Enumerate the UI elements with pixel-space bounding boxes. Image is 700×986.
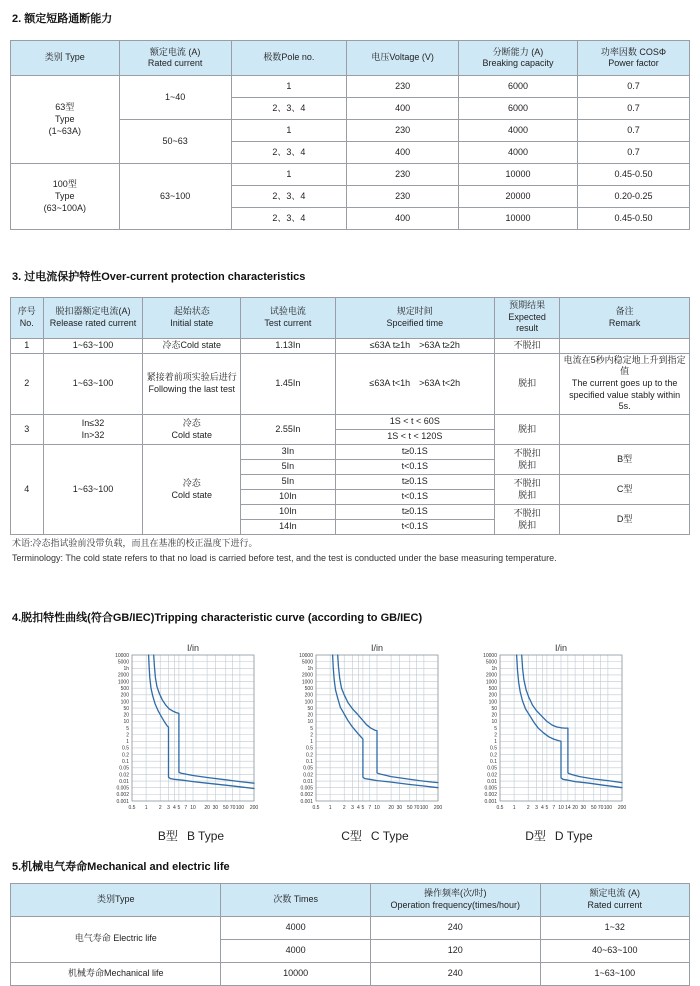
table-row — [11, 338, 690, 353]
overcurrent-protection-table — [10, 297, 690, 535]
y-tick-label: 0.1 — [122, 759, 129, 766]
header-cell: 分断能力 (A) Breaking capacity — [459, 41, 578, 76]
table-cell: C型 — [560, 475, 690, 505]
table-cell: 5In — [241, 460, 335, 475]
table-cell: 1 — [231, 76, 346, 98]
table-cell: 紧接着前项实验后进行 Following the last test — [143, 353, 241, 414]
y-tick-label: 0.05 — [119, 766, 129, 773]
y-tick-label: 0.01 — [303, 779, 313, 786]
table-cell: 0.20-0.25 — [577, 186, 689, 208]
table-cell: 0.45-0.50 — [577, 208, 689, 230]
x-tick-label: 10 — [190, 805, 196, 812]
y-tick-label: 2000 — [485, 673, 497, 680]
table-cell: 1S < t < 120S — [335, 430, 495, 445]
y-tick-label: 10000 — [483, 653, 497, 660]
y-tick-label: 0.005 — [484, 785, 497, 792]
y-tick-label: 0.02 — [487, 772, 497, 779]
table-cell: 400 — [347, 142, 459, 164]
x-tick-label: 30 — [396, 805, 403, 812]
table-cell: 10000 — [459, 208, 578, 230]
table-cell: 63~100 — [119, 164, 231, 230]
table-cell: 4000 — [459, 142, 578, 164]
table-cell: 4000 — [221, 916, 370, 939]
table-cell: t<0.1S — [335, 460, 495, 475]
header-cell: 脱扣器额定电流(A) Release rated current — [43, 297, 143, 338]
table-row — [11, 76, 690, 98]
x-tick-label: 30 — [212, 805, 219, 812]
header-cell: 额定电流 (A) Rated current — [119, 41, 231, 76]
y-tick-label: 100 — [304, 699, 313, 706]
table-cell: 电流在5秒内稳定地上升到指定值 The current goes up to the specified value stably within 5s. — [560, 353, 690, 414]
header-cell: 功率因数 COSΦ Power factor — [577, 41, 689, 76]
y-tick-label: 1h — [123, 666, 129, 673]
trip-curve-chart-b-type — [94, 643, 262, 844]
table-cell: 4000 — [221, 939, 370, 962]
x-tick-label: 7 — [552, 805, 556, 812]
y-tick-label: 20 — [123, 712, 129, 719]
y-tick-label: 0.01 — [119, 779, 129, 786]
y-tick-label: 2 — [494, 732, 497, 739]
y-tick-label: 0.2 — [490, 752, 497, 759]
x-tick-label: 5 — [545, 805, 549, 812]
table-cell: 4000 — [459, 120, 578, 142]
y-tick-label: 0.002 — [116, 792, 129, 799]
y-tick-label: 10 — [491, 719, 497, 726]
chart-type-label-en: C Type — [370, 829, 409, 844]
table-cell: 240 — [370, 962, 540, 985]
table-cell: 不脱扣 脱扣 — [495, 505, 560, 535]
x-tick-label: 100 — [235, 805, 245, 812]
table-cell: 1~63~100 — [540, 962, 689, 985]
table-cell: 40~63~100 — [540, 939, 689, 962]
header-cell: 类别Type — [11, 883, 221, 916]
mechanical-electric-life-table — [10, 883, 690, 986]
x-tick-label: 70 — [229, 805, 236, 812]
x-tick-label: 50 — [590, 805, 597, 812]
x-tick-label: 0.5 — [496, 805, 504, 812]
y-tick-label: 200 — [304, 693, 313, 700]
y-tick-label: 10000 — [299, 653, 313, 660]
table-cell: 脱扣 — [495, 415, 560, 445]
table-row — [11, 353, 690, 414]
x-tick-label: 3 — [351, 805, 354, 812]
y-tick-label: 100 — [488, 699, 497, 706]
table-cell: 1~40 — [119, 76, 231, 120]
header-cell: 额定电流 (A) Rated current — [540, 883, 689, 916]
table-cell: 冷态 Cold state — [143, 415, 241, 445]
y-tick-label: 0.05 — [487, 766, 497, 773]
table-cell: 2、3、4 — [231, 98, 346, 120]
y-tick-label: 10 — [123, 719, 129, 726]
y-tick-label: 5000 — [301, 659, 313, 666]
chart-type-label-cn: B型 — [157, 829, 178, 844]
x-tick-label: 100 — [603, 805, 613, 812]
x-tick-label: 1 — [144, 805, 148, 812]
x-tick-label: 50 — [406, 805, 413, 812]
table-cell: 20000 — [459, 186, 578, 208]
x-tick-label: 70 — [413, 805, 420, 812]
table-cell: t<0.1S — [335, 520, 495, 535]
header-cell: 操作频率(次/时) Operation frequency(times/hour) — [370, 883, 540, 916]
table-cell: 不脱扣 脱扣 — [495, 445, 560, 475]
y-tick-label: 0.02 — [303, 772, 313, 779]
table-cell: 2、3、4 — [231, 142, 346, 164]
y-tick-label: 1 — [494, 739, 497, 746]
overcurrent-table-container — [10, 297, 690, 535]
table-cell: 0.7 — [577, 120, 689, 142]
y-tick-label: 500 — [304, 686, 313, 693]
x-tick-label: 3 — [535, 805, 538, 812]
y-tick-label: 0.5 — [306, 746, 313, 753]
y-tick-label: 2 — [310, 732, 313, 739]
table-cell: t≥0.1S — [335, 475, 495, 490]
table-cell: 1 — [11, 338, 44, 353]
header-cell: 备注 Remark — [560, 297, 690, 338]
table-cell: ≤63A t<1h >63A t<2h — [335, 353, 495, 414]
chart-type-label — [94, 827, 262, 844]
table-cell: 1 — [231, 164, 346, 186]
y-tick-label: 5000 — [117, 659, 129, 666]
y-tick-label: 0.001 — [300, 799, 313, 806]
y-tick-label: 0.5 — [122, 746, 129, 753]
tripping-curve-charts — [10, 643, 690, 844]
y-tick-label: 20 — [491, 712, 497, 719]
table-cell: 1~63~100 — [43, 445, 143, 535]
life-table-container — [10, 883, 690, 986]
table-cell: 1.45In — [241, 353, 335, 414]
table-cell: 1~63~100 — [43, 338, 143, 353]
y-tick-label: 5 — [310, 726, 313, 733]
y-tick-label: 0.002 — [484, 792, 497, 799]
trip-curve-chart-d-type — [462, 643, 630, 844]
section-5-title: 5.机械电气寿命Mechanical and electric life — [12, 861, 230, 874]
table-cell: 脱扣 — [495, 353, 560, 414]
header-cell: 起始状态 Initial state — [143, 297, 241, 338]
table-cell: 120 — [370, 939, 540, 962]
y-tick-label: 500 — [120, 686, 129, 693]
y-tick-label: 0.001 — [484, 799, 497, 806]
x-tick-label: 2 — [158, 805, 162, 812]
table-cell: 冷态 Cold state — [143, 445, 241, 535]
y-tick-label: 2000 — [117, 673, 129, 680]
table-cell: 0.7 — [577, 98, 689, 120]
y-tick-label: 1h — [491, 666, 497, 673]
header-cell: 序号 No. — [11, 297, 44, 338]
table-row — [11, 445, 690, 460]
x-tick-label: 7 — [368, 805, 372, 812]
table-cell: 电气寿命 Electric life — [11, 916, 221, 962]
y-tick-label: 0.02 — [119, 772, 129, 779]
table-cell: In≤32 In>32 — [43, 415, 143, 445]
x-tick-label: 4 — [356, 805, 360, 812]
x-tick-label: 0.5 — [128, 805, 136, 812]
table-cell: 1S < t < 60S — [335, 415, 495, 430]
table-row — [11, 962, 690, 985]
y-tick-label: 0.5 — [490, 746, 497, 753]
x-tick-label: 200 — [617, 805, 627, 812]
table-cell: 10In — [241, 505, 335, 520]
chart-type-label — [278, 827, 446, 844]
x-tick-label: 14 — [565, 805, 571, 812]
y-tick-label: 1000 — [301, 679, 313, 686]
y-tick-label: 10 — [307, 719, 313, 726]
header-cell: 规定时间 Spceified time — [335, 297, 495, 338]
table-cell: 10000 — [459, 164, 578, 186]
breaking-capacity-table-container — [10, 40, 690, 230]
table-cell: 230 — [347, 186, 459, 208]
x-tick-label: 7 — [184, 805, 188, 812]
header-cell: 电压Voltage (V) — [347, 41, 459, 76]
table-cell: 50~63 — [119, 120, 231, 164]
y-tick-label: 5 — [126, 726, 129, 733]
table-cell: 1~32 — [540, 916, 689, 939]
section-4-title: 4.脱扣特性曲线(符合GB/IEC)Tripping characteristic curve (according to GB/IEC) — [12, 612, 423, 625]
table-cell: t≥0.1S — [335, 445, 495, 460]
x-tick-label: 200 — [249, 805, 259, 812]
table-cell: 14In — [241, 520, 335, 535]
table-cell: t<0.1S — [335, 490, 495, 505]
y-tick-label: 2000 — [301, 673, 313, 680]
terminology-note-en: Terminology: The cold state refers to that no load is carried before test, and the test is conducted under the base measuring temperature. — [12, 553, 557, 564]
header-cell: 极数Pole no. — [231, 41, 346, 76]
table-cell: D型 — [560, 505, 690, 535]
x-tick-label: 1 — [512, 805, 516, 812]
y-tick-label: 1000 — [485, 679, 497, 686]
x-tick-label: 20 — [572, 805, 578, 812]
header-cell: 试验电流 Test current — [241, 297, 335, 338]
y-tick-label: 0.2 — [122, 752, 129, 759]
x-tick-label: 10 — [558, 805, 564, 812]
chart-type-label-en: B Type — [186, 829, 225, 844]
y-tick-label: 5 — [494, 726, 497, 733]
y-tick-label: 20 — [307, 712, 313, 719]
y-tick-label: 50 — [307, 706, 313, 713]
y-tick-label: 50 — [491, 706, 497, 713]
x-tick-label: 1 — [328, 805, 332, 812]
header-cell: 预期结果 Expected result — [495, 297, 560, 338]
chart-plot — [278, 643, 446, 819]
y-tick-label: 0.1 — [306, 759, 313, 766]
chart-axis-title: I/in — [554, 643, 568, 654]
y-tick-label: 1h — [307, 666, 313, 673]
chart-plot — [94, 643, 262, 819]
table-cell: 6000 — [459, 98, 578, 120]
y-tick-label: 0.002 — [300, 792, 313, 799]
x-tick-label: 20 — [388, 805, 394, 812]
x-tick-label: 5 — [361, 805, 365, 812]
table-cell: 3In — [241, 445, 335, 460]
section-2-title: 2. 额定短路通断能力 — [12, 13, 113, 25]
chart-type-label-cn: C型 — [341, 829, 362, 844]
table-cell: ≤63A t≥1h >63A t≥2h — [335, 338, 495, 353]
table-cell: 100型 Type (63~100A) — [11, 164, 120, 230]
x-tick-label: 50 — [222, 805, 229, 812]
table-cell — [560, 338, 690, 353]
x-tick-label: 20 — [204, 805, 210, 812]
y-tick-label: 10000 — [115, 653, 129, 660]
y-tick-label: 2 — [126, 732, 129, 739]
header-cell: 类别 Type — [11, 41, 120, 76]
y-tick-label: 0.005 — [300, 785, 313, 792]
y-tick-label: 0.001 — [116, 799, 129, 806]
x-tick-label: 200 — [433, 805, 443, 812]
x-tick-label: 5 — [177, 805, 181, 812]
table-cell: 4 — [11, 445, 44, 535]
y-tick-label: 0.1 — [490, 759, 497, 766]
x-tick-label: 3 — [167, 805, 170, 812]
table-cell: t≥0.1S — [335, 505, 495, 520]
table-cell: 0.7 — [577, 142, 689, 164]
y-tick-label: 0.005 — [116, 785, 129, 792]
table-cell: B型 — [560, 445, 690, 475]
chart-type-label-cn: D型 — [525, 829, 546, 844]
table-cell: 2 — [11, 353, 44, 414]
breaking-capacity-table — [10, 40, 690, 230]
x-tick-label: 0.5 — [312, 805, 320, 812]
x-tick-label: 2 — [342, 805, 346, 812]
table-cell: 2、3、4 — [231, 208, 346, 230]
chart-type-label — [462, 827, 630, 844]
table-cell: 1~63~100 — [43, 353, 143, 414]
y-tick-label: 0.2 — [306, 752, 313, 759]
x-tick-label: 4 — [172, 805, 176, 812]
section-3-title: 3. 过电流保护特性Over-current protection characteristics — [12, 271, 306, 284]
chart-axis-title: I/in — [370, 643, 384, 654]
terminology-note-cn: 术语:冷态指试验前没带负载，而且在基准的校正温度下进行。 — [12, 538, 258, 549]
y-tick-label: 200 — [120, 693, 129, 700]
table-cell — [560, 415, 690, 445]
table-row — [11, 164, 690, 186]
table-cell: 10In — [241, 490, 335, 505]
table-cell: 0.45-0.50 — [577, 164, 689, 186]
table-cell: 240 — [370, 916, 540, 939]
table-cell: 10000 — [221, 962, 370, 985]
table-cell: 5In — [241, 475, 335, 490]
table-cell: 不脱扣 脱扣 — [495, 475, 560, 505]
table-cell: 1 — [231, 120, 346, 142]
table-cell: 63型 Type (1~63A) — [11, 76, 120, 164]
table-row — [11, 415, 690, 430]
x-tick-label: 70 — [597, 805, 604, 812]
y-tick-label: 0.05 — [303, 766, 313, 773]
x-tick-label: 4 — [540, 805, 544, 812]
table-cell: 400 — [347, 98, 459, 120]
table-cell: 1.13In — [241, 338, 335, 353]
x-tick-label: 100 — [419, 805, 429, 812]
header-cell: 次数 Times — [221, 883, 370, 916]
chart-plot — [462, 643, 630, 819]
x-tick-label: 10 — [374, 805, 380, 812]
y-tick-label: 0.01 — [487, 779, 497, 786]
table-cell: 400 — [347, 208, 459, 230]
y-tick-label: 200 — [488, 693, 497, 700]
table-cell: 不脱扣 — [495, 338, 560, 353]
y-tick-label: 500 — [488, 686, 497, 693]
y-tick-label: 5000 — [485, 659, 497, 666]
x-tick-label: 30 — [580, 805, 587, 812]
x-tick-label: 2 — [526, 805, 530, 812]
y-tick-label: 50 — [123, 706, 129, 713]
table-cell: 机械寿命Mechanical life — [11, 962, 221, 985]
table-cell: 2.55In — [241, 415, 335, 445]
table-cell: 3 — [11, 415, 44, 445]
table-cell: 2、3、4 — [231, 186, 346, 208]
table-cell: 冷态Cold state — [143, 338, 241, 353]
y-tick-label: 1 — [126, 739, 129, 746]
trip-curve-chart-c-type — [278, 643, 446, 844]
chart-type-label-en: D Type — [554, 829, 593, 844]
y-tick-label: 1000 — [117, 679, 129, 686]
y-tick-label: 100 — [120, 699, 129, 706]
table-cell: 230 — [347, 164, 459, 186]
table-cell: 0.7 — [577, 76, 689, 98]
table-cell: 6000 — [459, 76, 578, 98]
table-cell: 230 — [347, 120, 459, 142]
chart-axis-title: I/in — [186, 643, 200, 654]
table-row — [11, 916, 690, 939]
y-tick-label: 1 — [310, 739, 313, 746]
table-cell: 230 — [347, 76, 459, 98]
